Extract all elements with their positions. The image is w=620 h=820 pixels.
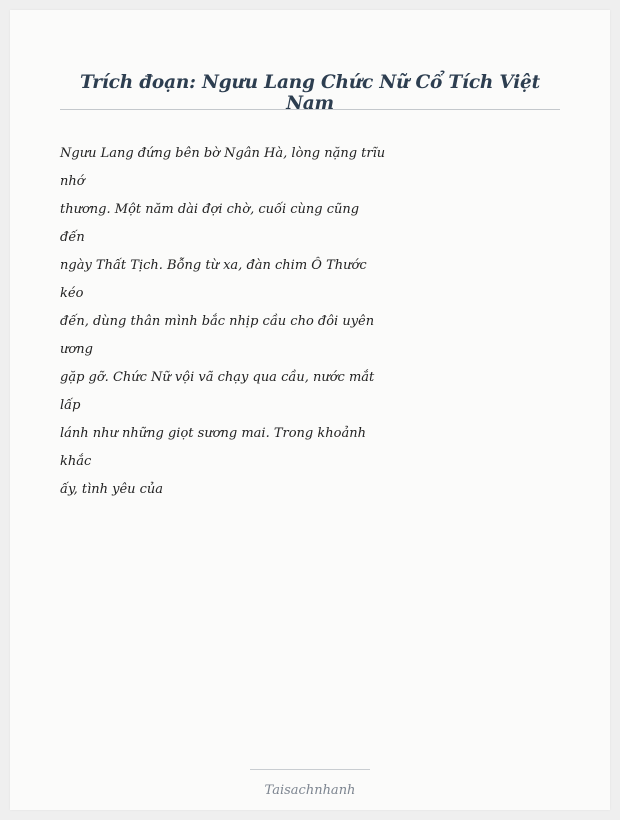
text-line: thương. Một năm dài đợi chờ, cuối cùng cũng — [60, 202, 360, 217]
document-page — [10, 10, 610, 810]
text-line: ngày Thất Tịch. Bỗng từ xa, đàn chim Ô Thước — [60, 258, 367, 273]
document-title: Trích đoạn: Ngưu Lang Chức Nữ Cổ Tích Việt Nam — [80, 72, 540, 114]
text-line: đến — [60, 230, 85, 245]
footer-divider — [250, 769, 370, 770]
title-divider — [60, 109, 560, 110]
text-line: kéo — [60, 286, 84, 301]
story-excerpt — [60, 140, 400, 504]
footer-brand: Taisachnhanh — [264, 783, 356, 798]
text-line: Ngưu Lang đứng bên bờ Ngân Hà, lòng nặng trĩu — [60, 146, 386, 161]
text-line: nhớ — [60, 174, 85, 189]
text-line: đến, dùng thân mình bắc nhịp cầu cho đôi uyên — [60, 314, 375, 329]
text-line: ấy, tình yêu của — [60, 482, 164, 497]
text-line: lánh như những giọt sương mai. Trong khoảnh — [60, 426, 366, 441]
text-line: khắc — [60, 454, 92, 469]
text-line: gặp gỡ. Chức Nữ vội vã chạy qua cầu, nước mắt — [60, 370, 375, 385]
text-line: ương — [60, 342, 93, 357]
text-line: lấp — [60, 398, 81, 413]
